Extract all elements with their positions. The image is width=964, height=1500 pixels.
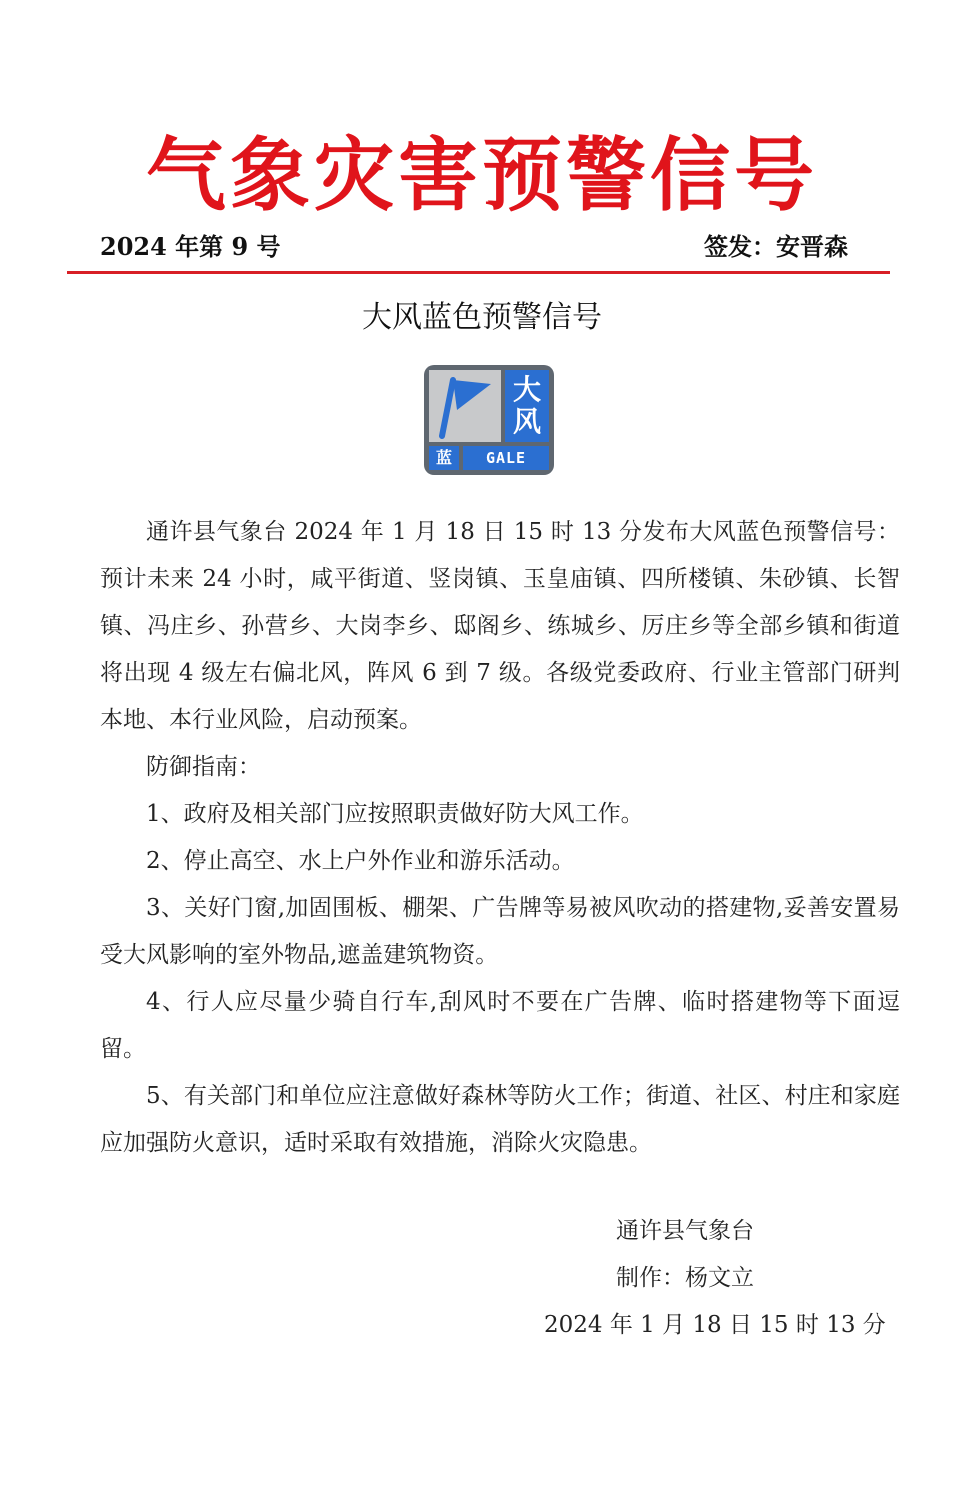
signature-maker: 制作：杨文立 <box>616 1265 754 1291</box>
gale-level-label: 蓝 <box>429 446 459 470</box>
signal-title: 大风蓝色预警信号 <box>362 300 602 335</box>
flag-icon <box>429 370 501 442</box>
signature-time: 2024 年 1 月 18 日 15 时 13 分 <box>544 1312 886 1338</box>
paragraph-guide-1: 1、政府及相关部门应按照职责做好防大风工作。 <box>146 801 644 827</box>
issue-number: 2024 年第 9 号 <box>100 232 281 261</box>
flag-svg <box>429 370 501 442</box>
gale-blue-warning-icon <box>424 365 554 475</box>
gale-english-label: GALE <box>463 446 549 470</box>
paragraph-guide-3: 3、关好门窗,加固围板、棚架、广告牌等易被风吹动的搭建物,妥善安置易受大风影响的室外物品,遮盖建筑物资。 <box>100 895 900 968</box>
paragraph-guide-4: 4、行人应尽量少骑自行车,刮风时不要在广告牌、临时搭建物等下面逗留。 <box>100 989 900 1062</box>
paragraph-guide-5: 5、有关部门和单位应注意做好森林等防火工作；街道、社区、村庄和家庭应加强防火意识，适时采取有效措施，消除火灾隐患。 <box>100 1083 900 1156</box>
gale-char-da: 大 <box>512 373 541 406</box>
gale-char-feng: 风 <box>512 405 541 438</box>
signature-agency: 通许县气象台 <box>616 1218 754 1244</box>
gale-word-box <box>505 370 549 442</box>
gale-icon-inner <box>429 370 549 470</box>
paragraph-guide-heading: 防御指南： <box>146 754 261 780</box>
document-header-title: 气象灾害预警信号 <box>146 129 818 222</box>
body-text <box>100 509 900 1167</box>
signer: 签发：安晋森 <box>704 232 848 261</box>
header-divider <box>67 271 890 274</box>
paragraph-forecast: 通许县气象台 2024 年 1 月 18 日 15 时 13 分发布大风蓝色预警信号：预计未来 24 小时，咸平街道、竖岗镇、玉皇庙镇、四所楼镇、朱砂镇、长智镇、冯庄乡、孙营乡、大岗李乡、邸阁乡、练城乡、厉庄乡等全部乡镇和街道将出现 4 级左右偏北风，阵风 6 到 7 级。各级党委政府、行业主管部门研判本地、本行业风险，启动预案。 <box>100 519 900 733</box>
paragraph-guide-2: 2、停止高空、水上户外作业和游乐活动。 <box>146 848 575 874</box>
